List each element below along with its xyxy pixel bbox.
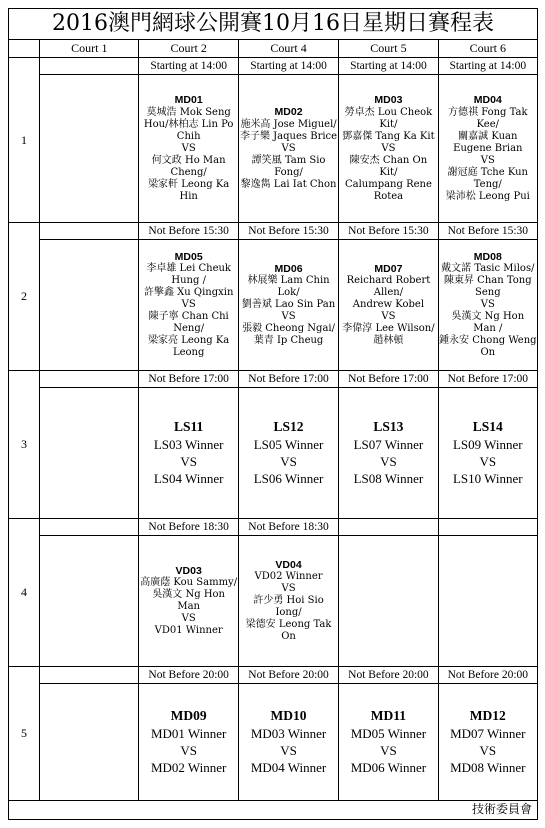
match-code: MD09 bbox=[170, 708, 207, 724]
start-time-cell: Not Before 18:30 bbox=[139, 519, 238, 536]
player-line: 陳子寧 Chan Chi Neng/ bbox=[148, 311, 229, 335]
match-cell bbox=[238, 388, 338, 519]
start-time-cell: Starting at 14:00 bbox=[438, 58, 537, 75]
start-time-cell: Not Before 15:30 bbox=[238, 223, 338, 240]
start-time-cell: Starting at 14:00 bbox=[139, 58, 238, 75]
match-cell bbox=[339, 75, 438, 223]
player-line: 陳東昇 Chan Tong Seng bbox=[444, 275, 532, 299]
player-line: 勞卓杰 Lou Cheok Kit/ bbox=[344, 106, 433, 130]
row-number: 2 bbox=[9, 223, 40, 371]
vs-label: VS bbox=[480, 154, 495, 166]
start-time-cell: Starting at 14:00 bbox=[238, 58, 338, 75]
vs-label: VS bbox=[281, 583, 296, 595]
player-line: LS10 Winner bbox=[452, 471, 523, 487]
empty-cell bbox=[438, 536, 537, 667]
vs-label: VS bbox=[479, 454, 497, 470]
row-number: 4 bbox=[9, 519, 40, 667]
player-line: 莫城浩 Mok Seng Hou/林柏志 Lin Po Chih bbox=[143, 106, 234, 142]
empty-cell bbox=[40, 684, 139, 801]
empty-cell bbox=[40, 388, 139, 519]
vs-label: VS bbox=[181, 142, 196, 154]
empty-cell bbox=[40, 240, 139, 371]
player-line: MD01 Winner bbox=[150, 726, 227, 742]
vs-label: VS bbox=[181, 613, 196, 625]
player-line: 關嘉誠 Kuan Eugene Brian bbox=[453, 130, 523, 154]
schedule-body bbox=[9, 58, 538, 801]
player-line: 戴文諾 Tasic Milos/ bbox=[441, 263, 535, 275]
footer bbox=[8, 800, 538, 820]
start-time-cell: Not Before 15:30 bbox=[339, 223, 438, 240]
match-code: MD10 bbox=[270, 708, 307, 724]
start-time-cell: Not Before 15:30 bbox=[438, 223, 537, 240]
player-line: 吳漢文 Ng Hon Man / bbox=[451, 311, 525, 335]
start-time-cell: Not Before 20:00 bbox=[339, 667, 438, 684]
player-line: LS08 Winner bbox=[353, 471, 424, 487]
player-line: 黎逸雋 Lai Iat Chon bbox=[240, 178, 337, 190]
match-code: LS14 bbox=[472, 419, 503, 435]
player-line: 許少勇 Hoi Sio Iong/ bbox=[253, 595, 324, 619]
match-cell bbox=[139, 536, 238, 667]
player-line: 譚笑風 Tam Sio Fong/ bbox=[251, 154, 326, 178]
player-line: 許擎鑫 Xu Qingxin bbox=[143, 287, 234, 299]
match-code: MD06 bbox=[274, 262, 303, 275]
player-line: 謝冠庭 Tche Kun Teng/ bbox=[447, 166, 528, 190]
match-code: MD03 bbox=[374, 94, 403, 107]
match-cell bbox=[238, 240, 338, 371]
start-time-cell: Not Before 20:00 bbox=[238, 667, 338, 684]
player-line: LS05 Winner bbox=[253, 437, 324, 453]
match-cell bbox=[139, 684, 238, 801]
player-line: 梁家軒 Leong Ka Hin bbox=[148, 178, 230, 202]
header-court-5: Court 5 bbox=[339, 40, 438, 58]
vs-label: VS bbox=[280, 454, 297, 470]
player-line: 李偉淳 Lee Wilson/ bbox=[342, 323, 435, 335]
time-row bbox=[9, 58, 538, 75]
row-number: 1 bbox=[9, 58, 40, 223]
start-time-cell: Starting at 14:00 bbox=[339, 58, 438, 75]
time-row bbox=[9, 371, 538, 388]
player-line: 張毅 Cheong Ngai/ bbox=[242, 323, 335, 335]
match-row bbox=[9, 684, 538, 801]
match-cell bbox=[339, 684, 438, 801]
player-line: LS04 Winner bbox=[153, 471, 224, 487]
match-cell bbox=[438, 240, 537, 371]
player-line: MD07 Winner bbox=[450, 726, 526, 742]
match-code: LS11 bbox=[174, 419, 204, 435]
match-code: MD01 bbox=[174, 94, 203, 107]
match-code: LS13 bbox=[373, 419, 404, 435]
player-line: 李卓雄 Lei Cheuk Hung / bbox=[146, 263, 231, 287]
match-cell bbox=[339, 388, 438, 519]
player-line: 高廣蔭 Kou Sammy/ bbox=[140, 577, 238, 589]
match-code: VD04 bbox=[275, 558, 302, 571]
player-line: 施米高 Jose Miguel/李子樂 Jaques Brice bbox=[240, 118, 338, 142]
start-time-cell: Not Before 20:00 bbox=[139, 667, 238, 684]
row-number: 3 bbox=[9, 371, 40, 519]
player-line: MD08 Winner bbox=[450, 760, 526, 776]
player-line: MD05 Winner bbox=[350, 726, 427, 742]
player-line: VD02 Winner bbox=[254, 571, 323, 583]
header-court-6: Court 6 bbox=[438, 40, 537, 58]
match-cell bbox=[238, 75, 338, 223]
match-row bbox=[9, 388, 538, 519]
match-row bbox=[9, 536, 538, 667]
start-time-cell: Not Before 17:00 bbox=[438, 371, 537, 388]
match-cell bbox=[438, 684, 537, 801]
match-cell bbox=[139, 388, 238, 519]
empty-cell bbox=[339, 536, 438, 667]
match-row bbox=[9, 75, 538, 223]
empty-cell bbox=[40, 536, 139, 667]
start-time-cell bbox=[40, 667, 139, 684]
vs-label: VS bbox=[480, 299, 495, 311]
match-code: MD12 bbox=[469, 708, 506, 724]
start-time-cell bbox=[40, 371, 139, 388]
player-line: 陳安杰 Chan On Kit/ bbox=[349, 154, 428, 178]
match-code: MD04 bbox=[473, 94, 502, 107]
match-cell bbox=[139, 240, 238, 371]
time-row bbox=[9, 667, 538, 684]
player-line: 林展樂 Lam Chin Lok/ bbox=[247, 275, 330, 299]
vs-label: VS bbox=[479, 743, 497, 759]
header-cell-blank bbox=[9, 40, 40, 58]
player-line: MD04 Winner bbox=[250, 760, 327, 776]
header-court-2: Court 2 bbox=[139, 40, 238, 58]
player-line: 鍾永安 Chong Weng On bbox=[439, 335, 537, 359]
player-line: 梁家亮 Leong Ka Leong bbox=[148, 335, 230, 359]
player-line: 劉善斌 Lao Sin Pan bbox=[241, 299, 336, 311]
player-line: 吳漢文 Ng Hon Man bbox=[152, 589, 226, 613]
page-title: 2016澳門網球公開賽10月16日星期日賽程表 bbox=[8, 8, 538, 39]
vs-label: VS bbox=[380, 743, 397, 759]
match-cell bbox=[339, 240, 438, 371]
match-cell bbox=[438, 75, 537, 223]
start-time-cell: Not Before 17:00 bbox=[238, 371, 338, 388]
player-line: Calumpang Rene Rotea bbox=[344, 178, 432, 202]
player-line: 梁沛松 Leong Pui bbox=[445, 190, 530, 202]
start-time-cell bbox=[438, 519, 537, 536]
vs-label: VS bbox=[280, 743, 297, 759]
start-time-cell: Not Before 17:00 bbox=[339, 371, 438, 388]
vs-label: VS bbox=[180, 454, 197, 470]
player-line: Andrew Kobel bbox=[352, 299, 425, 311]
row-number: 5 bbox=[9, 667, 40, 801]
player-line: Reichard Robert Allen/ bbox=[346, 275, 431, 299]
match-code: MD05 bbox=[174, 250, 203, 263]
player-line: LS03 Winner bbox=[153, 437, 224, 453]
player-line: LS09 Winner bbox=[452, 437, 523, 453]
match-code: MD11 bbox=[370, 708, 407, 724]
vs-label: VS bbox=[381, 142, 396, 154]
vs-label: VS bbox=[180, 743, 197, 759]
header-court-4: Court 4 bbox=[238, 40, 338, 58]
start-time-cell bbox=[339, 519, 438, 536]
player-line: MD03 Winner bbox=[250, 726, 327, 742]
header-row bbox=[9, 40, 538, 58]
player-line: 葉青 Ip Cheug bbox=[253, 335, 324, 347]
player-line: MD02 Winner bbox=[150, 760, 227, 776]
empty-cell bbox=[40, 75, 139, 223]
vs-label: VS bbox=[381, 311, 396, 323]
player-line: 何文政 Ho Man Cheng/ bbox=[151, 154, 226, 178]
match-code: MD02 bbox=[274, 106, 303, 119]
player-line: 趙林頓 bbox=[373, 335, 404, 347]
vs-label: VS bbox=[181, 299, 196, 311]
vs-label: VS bbox=[281, 311, 296, 323]
player-line: LS07 Winner bbox=[353, 437, 424, 453]
time-row bbox=[9, 223, 538, 240]
start-time-cell bbox=[40, 58, 139, 75]
start-time-cell: Not Before 18:30 bbox=[238, 519, 338, 536]
vs-label: VS bbox=[281, 142, 296, 154]
schedule-table bbox=[8, 39, 538, 801]
start-time-cell: Not Before 17:00 bbox=[139, 371, 238, 388]
player-line: VD01 Winner bbox=[154, 625, 223, 637]
player-line: MD06 Winner bbox=[350, 760, 427, 776]
match-cell bbox=[438, 388, 537, 519]
time-row bbox=[9, 519, 538, 536]
match-code: MD08 bbox=[473, 250, 502, 263]
player-line: LS06 Winner bbox=[253, 471, 324, 487]
header-court-1: Court 1 bbox=[40, 40, 139, 58]
footer-signature: 技術委員會 bbox=[471, 802, 532, 816]
match-code: MD07 bbox=[374, 262, 403, 275]
start-time-cell: Not Before 20:00 bbox=[438, 667, 537, 684]
start-time-cell bbox=[40, 519, 139, 536]
match-cell bbox=[238, 536, 338, 667]
player-line: 鄧嘉傑 Tang Ka Kit bbox=[342, 130, 435, 142]
start-time-cell: Not Before 15:30 bbox=[139, 223, 238, 240]
player-line: 梁德安 Leong Tak On bbox=[245, 619, 332, 643]
start-time-cell bbox=[40, 223, 139, 240]
vs-label: VS bbox=[380, 454, 397, 470]
match-cell bbox=[238, 684, 338, 801]
match-code: LS12 bbox=[273, 419, 304, 435]
match-code: VD03 bbox=[175, 564, 202, 577]
match-cell bbox=[139, 75, 238, 223]
match-row bbox=[9, 240, 538, 371]
player-line: 方德祺 Fong Tak Kee/ bbox=[448, 106, 528, 130]
